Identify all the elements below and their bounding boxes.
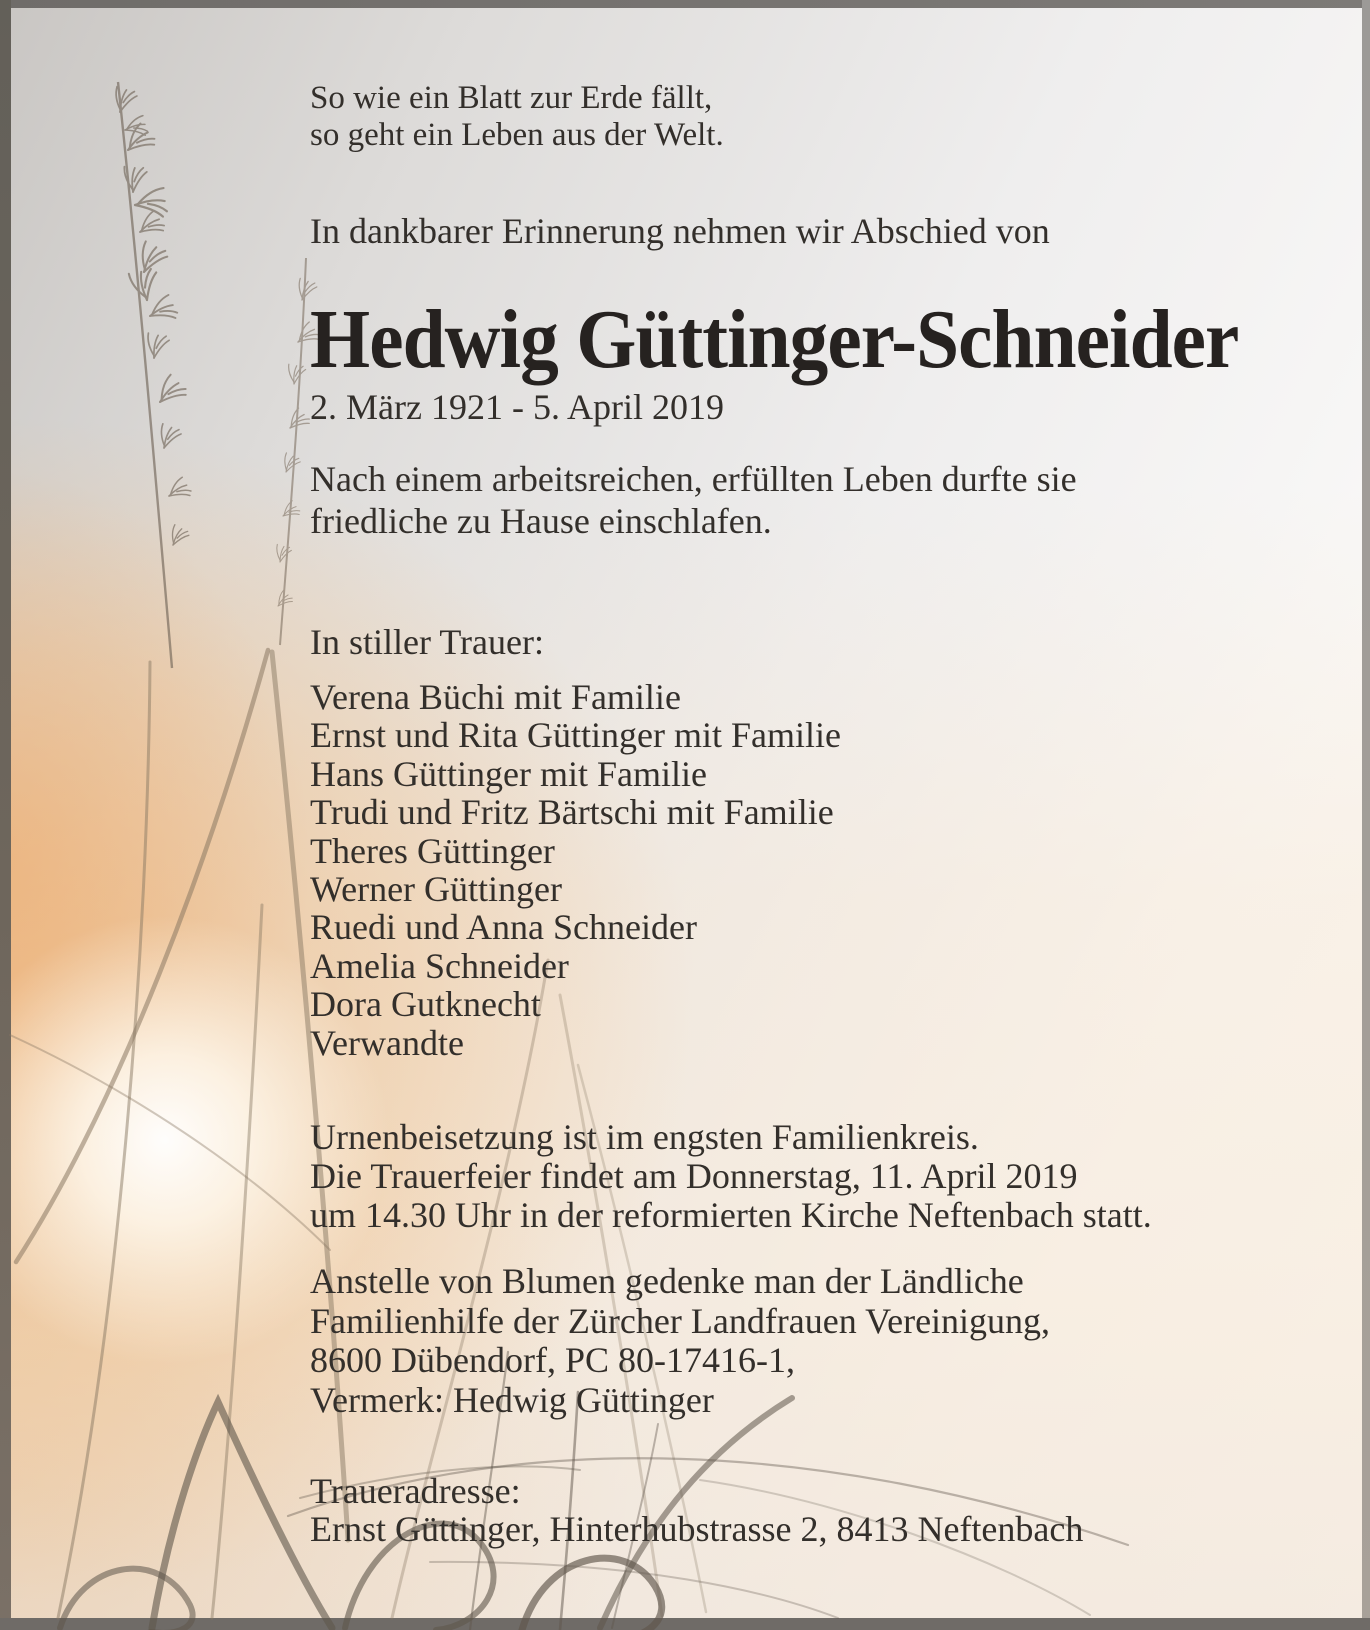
donation-line-2: Familienhilfe der Zürcher Landfrauen Vereinigung, — [310, 1300, 1051, 1341]
mourner: Dora Gutknecht — [310, 984, 541, 1025]
address-value: Ernst Güttinger, Hinterhubstrasse 2, 8413 Neftenbach — [310, 1509, 1084, 1549]
mourner: Ruedi und Anna Schneider — [310, 907, 697, 948]
donation-details — [310, 1262, 1050, 1420]
passing-line-1: Nach einem arbeitsreichen, erfüllten Leben durfte sie — [310, 459, 1077, 499]
passing-paragraph — [310, 458, 1077, 542]
mourners-list — [310, 678, 841, 1062]
passing-line-2: friedliche zu Hause einschlafen. — [310, 501, 772, 541]
funeral-details — [310, 1118, 1152, 1235]
verse-line-2: so geht ein Leben aus der Welt. — [310, 117, 724, 153]
donation-line-4: Vermerk: Hedwig Güttinger — [310, 1379, 714, 1420]
verse-line-1: So wie ein Blatt zur Erde fällt, — [310, 80, 713, 116]
mourner: Trudi und Fritz Bärtschi mit Familie — [310, 792, 834, 833]
mourner: Verwandte — [310, 1022, 464, 1063]
mourner: Amelia Schneider — [310, 945, 569, 986]
address-label: Traueradresse: — [310, 1471, 521, 1511]
life-dates: 2. März 1921 - 5. April 2019 — [310, 387, 724, 427]
funeral-line-2: Die Trauerfeier findet am Donnerstag, 11. April 2019 — [310, 1156, 1078, 1196]
mourner: Theres Güttinger — [310, 830, 555, 871]
farewell-intro: In dankbarer Erinnerung nehmen wir Abschied von — [310, 211, 1050, 251]
mourner: Werner Güttinger — [310, 869, 562, 910]
deceased-name: Hedwig Güttinger-Schneider — [310, 293, 1239, 386]
mourning-address — [310, 1472, 1083, 1548]
mourner: Ernst und Rita Güttinger mit Familie — [310, 715, 841, 756]
donation-line-1: Anstelle von Blumen gedenke man der Ländliche — [310, 1261, 1024, 1301]
mourner: Hans Güttinger mit Familie — [310, 753, 707, 794]
opening-verse — [310, 80, 724, 154]
funeral-line-1: Urnenbeisetzung ist im engsten Familienkreis. — [310, 1117, 979, 1157]
mourner: Verena Büchi mit Familie — [310, 677, 681, 717]
mourning-label: In stiller Trauer: — [310, 622, 544, 662]
funeral-line-3: um 14.30 Uhr in der reformierten Kirche Neftenbach statt. — [310, 1195, 1152, 1235]
donation-line-3: 8600 Dübendorf, PC 80-17416-1, — [310, 1340, 795, 1380]
